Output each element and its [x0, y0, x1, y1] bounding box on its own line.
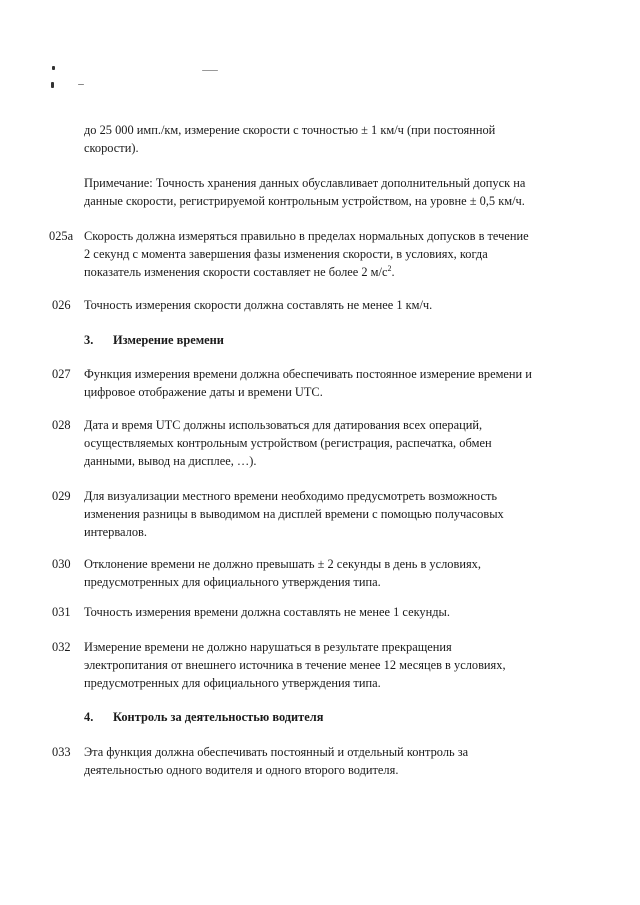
clause-number: 026 [52, 298, 71, 312]
section-title: Измерение времени [113, 333, 224, 347]
clause-line: предусмотренных для официального утверждения типа. [84, 575, 381, 589]
clause-line: Эта функция должна обеспечивать постоянный и отдельный контроль за [84, 745, 469, 759]
clause-number: 032 [52, 640, 71, 654]
clause-line: Для визуализации местного времени необходимо предусмотреть возможность [84, 489, 498, 503]
scan-artifact [78, 84, 84, 85]
clause-line: 2 секунд с момента завершения фазы изменения скорости, в условиях, когда [84, 247, 488, 261]
clause-027 [84, 365, 554, 401]
clause-number: 028 [52, 418, 71, 432]
clause-025a [84, 227, 554, 281]
clause-number: 031 [52, 605, 71, 619]
clause-030 [84, 555, 554, 591]
clause-number: 029 [52, 489, 71, 503]
note-line: данные скорости, регистрируемой контрольным устройством, на уровне ± 0,5 км/ч. [84, 194, 525, 208]
section-number: 3. [84, 333, 94, 347]
section-number: 4. [84, 710, 94, 724]
clause-033 [84, 743, 554, 779]
scan-artifact [202, 70, 218, 71]
note-paragraph [84, 174, 554, 210]
clause-line: цифровое отображение даты и времени UTC. [84, 385, 323, 399]
clause-number: 033 [52, 745, 71, 759]
clause-031 [84, 603, 554, 621]
clause-line: изменения разницы в выводимом на дисплей времени с помощью получасовых [84, 507, 504, 521]
clause-number: 030 [52, 557, 71, 571]
clause-line: электропитания от внешнего источника в течение менее 12 месяцев в условиях, [84, 658, 506, 672]
clause-number: 027 [52, 367, 71, 381]
superscript: 2 [387, 263, 392, 273]
intro-line: скорости). [84, 141, 139, 155]
clause-line: осуществляемых контрольным устройством (регистрация, распечатка, обмен [84, 436, 492, 450]
clause-026 [84, 296, 554, 314]
section-title: Контроль за деятельностью водителя [113, 710, 324, 724]
scan-artifact [52, 66, 55, 70]
clause-line [84, 263, 554, 281]
intro-line: до 25 000 имп./км, измерение скорости с точностью ± 1 км/ч (при постоянной [84, 123, 496, 137]
clause-032 [84, 638, 554, 692]
clause-029 [84, 487, 554, 541]
clause-line: интервалов. [84, 525, 147, 539]
clause-line: Точность измерения времени должна составлять не менее 1 секунды. [84, 605, 450, 619]
clause-line: данными, вывод на дисплее, …). [84, 454, 257, 468]
scan-artifact [51, 82, 54, 88]
clause-line: Функция измерения времени должна обеспечивать постоянное измерение времени и [84, 367, 532, 381]
clause-line: деятельностью одного водителя и одного второго водителя. [84, 763, 399, 777]
clause-line: Измерение времени не должно нарушаться в результате прекращения [84, 640, 452, 654]
clause-028 [84, 416, 554, 470]
clause-number: 025a [49, 229, 74, 243]
clause-line: Отклонение времени не должно превышать ± 2 секунды в день в условиях, [84, 557, 481, 571]
clause-line-tail: . [391, 265, 395, 279]
clause-line: Скорость должна измеряться правильно в пределах нормальных допусков в течение [84, 229, 529, 243]
clause-line: Дата и время UTC должны использоваться для датирования всех операций, [84, 418, 483, 432]
clause-line: предусмотренных для официального утверждения типа. [84, 676, 381, 690]
clause-line-text: показатель изменения скорости составляет не более 2 м/с [84, 265, 388, 279]
note-line: Примечание: Точность хранения данных обуславливает дополнительный допуск на [84, 176, 526, 190]
clause-line: Точность измерения скорости должна составлять не менее 1 км/ч. [84, 298, 433, 312]
intro-paragraph [84, 121, 554, 157]
